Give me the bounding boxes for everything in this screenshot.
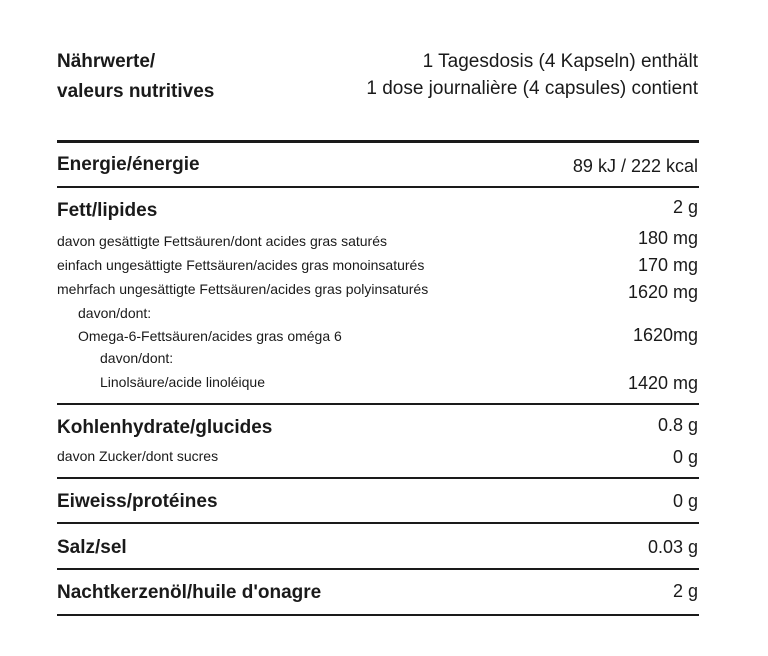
- fat-value: 2 g: [672, 197, 698, 217]
- table-bottom-rule: [57, 614, 699, 616]
- evening-primrose-oil-label: Nachtkerzenöl/huile d'onagre: [57, 582, 322, 603]
- polyunsaturated-fat-value: 1620 mg: [627, 282, 698, 302]
- divider-energy: [57, 186, 699, 188]
- table-top-rule: [57, 140, 699, 143]
- polyunsaturated-fat-label: mehrfach ungesättigte Fettsäuren/acides gras polyinsaturés: [57, 281, 429, 297]
- energy-value: 89 kJ / 222 kcal: [572, 156, 698, 176]
- saturated-fat-value: 180 mg: [637, 228, 698, 248]
- saturated-fat-label: davon gesättigte Fettsäuren/dont acides gras saturés: [57, 233, 387, 249]
- divider-fat: [57, 403, 699, 405]
- omega6-value: 1620mg: [632, 325, 698, 345]
- sugar-value: 0 g: [672, 447, 698, 467]
- omega6-label: Omega-6-Fettsäuren/acides gras oméga 6: [78, 328, 342, 344]
- salt-label: Salz/sel: [57, 537, 127, 558]
- sugar-label: davon Zucker/dont sucres: [57, 448, 219, 464]
- serving-size-de: 1 Tagesdosis (4 Kapseln) enthält: [422, 51, 698, 72]
- header-label-line2: valeurs nutritives: [57, 81, 215, 102]
- protein-value: 0 g: [672, 491, 698, 511]
- monounsaturated-fat-value: 170 mg: [637, 255, 698, 275]
- salt-value: 0.03 g: [647, 537, 698, 557]
- carbohydrates-value: 0.8 g: [657, 415, 698, 435]
- linoleic-acid-label: Linolsäure/acide linoléique: [100, 374, 266, 390]
- energy-label: Energie/énergie: [57, 154, 200, 175]
- divider-carbohydrates: [57, 477, 699, 479]
- protein-label: Eiweiss/protéines: [57, 491, 218, 512]
- monounsaturated-fat-label: einfach ungesättigte Fettsäuren/acides gras monoinsaturés: [57, 257, 425, 273]
- divider-protein: [57, 522, 699, 524]
- evening-primrose-oil-value: 2 g: [672, 581, 698, 601]
- header-label-line1: Nährwerte/: [57, 51, 156, 72]
- polyunsaturated-sub-label: davon/dont:: [78, 305, 152, 321]
- omega6-sub-label: davon/dont:: [100, 350, 174, 366]
- serving-size-fr: 1 dose journalière (4 capsules) contient: [366, 78, 698, 99]
- fat-label: Fett/lipides: [57, 200, 158, 221]
- linoleic-acid-value: 1420 mg: [627, 373, 698, 393]
- carbohydrates-label: Kohlenhydrate/glucides: [57, 417, 273, 438]
- divider-salt: [57, 568, 699, 570]
